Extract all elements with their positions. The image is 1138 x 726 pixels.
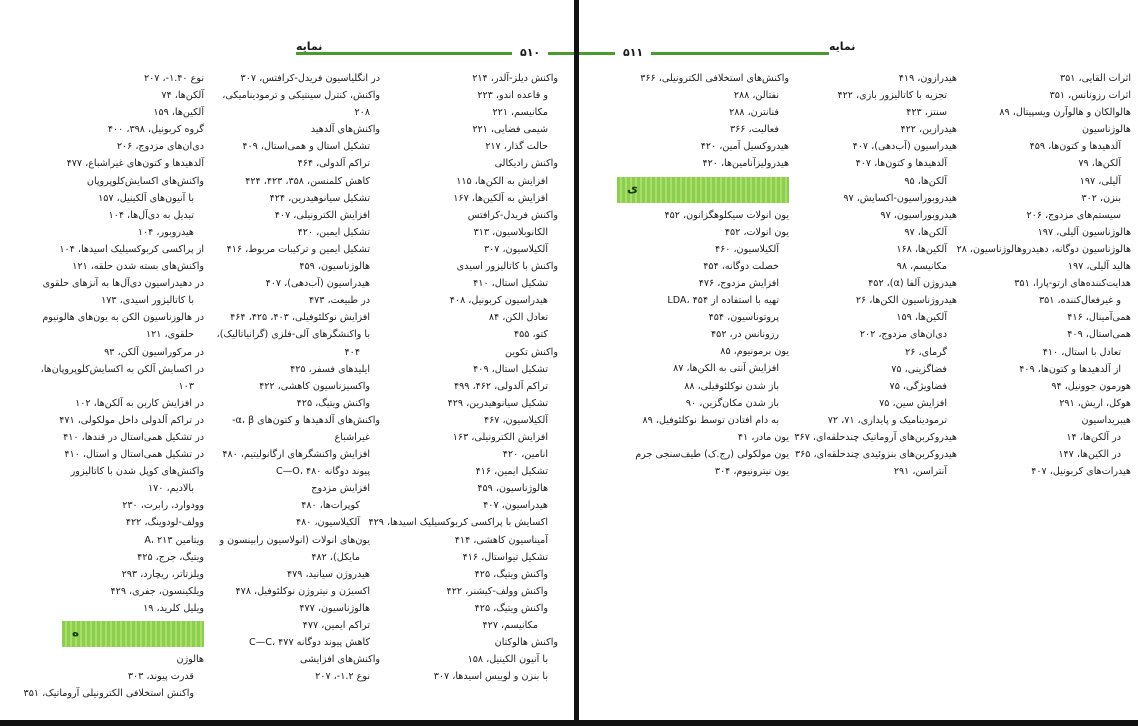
index-subentry: تشکیل سیانوهیدرین، ۴۲۹ bbox=[447, 397, 548, 409]
index-subentry: کاهش پیوند دوگانه C—C، ۴۷۷ bbox=[249, 637, 370, 649]
index-entry: واکنش هالوکتان bbox=[494, 637, 558, 649]
index-entry: در اکسایش آلکن به اکسایش‌کلوپروپان‌ها، bbox=[40, 363, 204, 375]
index-subentry: فنانترن، ۲۸۸ bbox=[729, 107, 779, 119]
index-subentry: تشکیل تیواستال، ۴۱۶ bbox=[462, 551, 548, 563]
index-column-3 bbox=[368, 70, 558, 685]
index-entry: هیدرات‌های کربونیل، ۴۰۷ bbox=[1031, 466, 1131, 478]
index-subentry: باز شدن نوکلئوفیلی، ۸۸ bbox=[684, 380, 779, 392]
index-entry: در انگلیاسیون فریدل-کرافتس، ۳۰۷ bbox=[240, 73, 380, 84]
index-entry: واکنش‌های افزایشی bbox=[300, 654, 380, 666]
index-subentry: تجزیه با کاتالیزور بازی، ۴۲۲ bbox=[837, 90, 947, 102]
index-subentry: آمیناسیون کاهشی، ۴۱۴ bbox=[454, 534, 548, 546]
index-subentry: تشکیل استال و همی‌استال، ۴۰۹ bbox=[242, 141, 370, 153]
index-subentry: بالادیم، ۱۷۰ bbox=[147, 483, 194, 495]
index-subentry: آلکن‌ها، ۹۷ bbox=[904, 226, 947, 238]
index-subentry: فعالیت، ۳۶۶ bbox=[730, 124, 779, 136]
index-entry: واکنش‌های آلدهید bbox=[310, 124, 380, 136]
index-entry: هورمون جوونیل، ۹۴ bbox=[1051, 380, 1131, 392]
index-subentry: افزایش آنتی به الکن‌ها، ۸۷ bbox=[673, 363, 779, 375]
index-entry: همی‌استال، ۴۰۹ bbox=[1067, 329, 1131, 341]
index-entry: ویتیگ، جرج، ۴۲۵ bbox=[137, 551, 204, 563]
index-subentry: واکنش وولف-کیشنر، ۴۲۲ bbox=[446, 585, 548, 597]
index-column-3 bbox=[956, 70, 1131, 480]
index-subentry: سنتز، ۴۲۳ bbox=[906, 107, 947, 119]
index-entry: ویلزتاتر، ریچارد، ۲۹۳ bbox=[121, 568, 204, 580]
index-subentry: ایلیدهای فسفر، ۴۲۵ bbox=[290, 363, 370, 375]
index-subentry: خصلت دوگانه، ۴۵۴ bbox=[703, 260, 779, 272]
section-letter: ی bbox=[627, 180, 638, 195]
index-subentry: انامین، ۴۲۰ bbox=[502, 449, 548, 461]
index-entry: آلکین‌ها، ۱۵۹ bbox=[153, 107, 204, 119]
index-entry: در تراکم آلدولی داخل مولکولی، ۴۷۱ bbox=[59, 414, 204, 426]
index-subentry: آلکیلاسیون، ۳۰۷ bbox=[483, 243, 548, 255]
index-subentry: افزایش واکنشگرهای ارگانولیتیم، ۴۸۰ bbox=[222, 449, 370, 461]
index-subentry: واکنش ویتیگ، ۴۲۵ bbox=[296, 397, 370, 409]
index-entry: یون مادر، ۴۱ bbox=[737, 431, 789, 443]
index-subentry: مکانیسم، ۲۲۱ bbox=[492, 107, 548, 119]
index-subentry: غیراشباع bbox=[334, 431, 370, 443]
index-entry: هیدروکسیل آمین، ۴۲۰ bbox=[700, 141, 789, 153]
index-subentry: تشکیل ایمین، ۴۲۰ bbox=[297, 226, 370, 238]
index-entry: آلدهیدها و کتون‌های غیراشباع، ۴۷۷ bbox=[66, 158, 204, 170]
index-entry: هالوالکان و هالوآرن ویسپیتال، ۸۹ bbox=[999, 107, 1131, 119]
index-subentry: با کاتالیزور اسیدی، ۱۷۳ bbox=[101, 295, 194, 307]
index-subentry: دی‌ان‌های مزدوج، ۲۰۲ bbox=[859, 329, 947, 341]
index-subentry: افزایش مزدوج bbox=[311, 483, 370, 495]
index-entry: هالوژناسیون bbox=[1081, 124, 1131, 136]
index-subentry: رزونانس در، ۴۵۲ bbox=[711, 329, 779, 341]
index-entry: هالید آلیلی، ۱۹۷ bbox=[1067, 261, 1131, 273]
index-subentry: آلدهیدها و کتون‌ها، ۴۵۹ bbox=[1029, 141, 1121, 153]
index-entry: گروه کربونیل، ۳۹۸، ۴۰۰ bbox=[107, 124, 204, 136]
index-entry: هالوژن bbox=[176, 654, 204, 665]
index-subentry: افزایش الکترونیلی، ۴۰۷ bbox=[274, 209, 370, 221]
index-subentry: اکسایش با پراکسی کربوکسیلیک اسیدها، ۴۲۹ bbox=[368, 517, 548, 529]
index-subentry: تراکم آلدولی، ۴۶۲، ۴۹۹ bbox=[453, 380, 548, 392]
index-column-1 bbox=[617, 70, 789, 480]
index-subentry: با واکنشگرهای آلی-فلزی (گرانیاتالیک)، bbox=[216, 329, 370, 341]
index-subentry: افزایش مزدوج، ۴۷۶ bbox=[698, 277, 779, 289]
index-entry: در تشکیل همی‌استال در قندها، ۴۱۰ bbox=[63, 431, 204, 443]
index-entry: ویلیل کلرید، ۱۹ bbox=[143, 602, 204, 614]
index-entry: هیدروبوراسیون، ۹۷ bbox=[880, 209, 957, 221]
index-subentry: هیدراسیون (آب‌دهی)، ۴۰۷ bbox=[265, 278, 370, 290]
index-subentry: مکانیسم، ۴۲۷ bbox=[482, 620, 538, 631]
index-entry: یون انولات، ۴۵۲ bbox=[724, 226, 789, 238]
running-header-title: نمایه bbox=[296, 40, 323, 53]
index-subentry: تعادل الکن، ۸۴ bbox=[488, 312, 548, 324]
index-entry: هیبریداسیون bbox=[1081, 414, 1131, 426]
index-entry: ویتامین A، ۲۱۳ bbox=[144, 534, 204, 546]
index-subentry: سیستم‌های مزدوج، ۲۰۶ bbox=[1026, 209, 1121, 221]
index-subentry: هالوژناسیون، ۴۵۹ bbox=[299, 261, 370, 273]
index-subentry: تعادل با استال، ۴۱۰ bbox=[1042, 346, 1121, 358]
running-header-title: نمایه bbox=[829, 40, 856, 53]
index-entry: نوع ۱.۴۰-، ۲۰۷ bbox=[144, 73, 204, 84]
index-subentry: فضاگزینی، ۷۵ bbox=[891, 363, 947, 375]
index-subentry: پیوند دوگانه C—O، ۴۸۰ bbox=[276, 466, 370, 478]
index-subentry: آلکین‌ها، ۱۶۸ bbox=[896, 243, 947, 255]
index-subentry: تهیه با استفاده از LDA، ۴۵۴ bbox=[667, 295, 779, 307]
index-entry: واکنش با کاتالیزور اسیدی bbox=[456, 261, 558, 273]
index-subentry: آنتراسن، ۲۹۱ bbox=[893, 466, 947, 478]
index-entry: هیدروبوراسیون-اکسایش، ۹۷ bbox=[843, 192, 957, 204]
index-entry: هیدرولیزآنامین‌ها، ۴۲۰ bbox=[702, 158, 789, 170]
index-column-2 bbox=[793, 70, 957, 480]
index-entry: یون انولات سیکلوهگزانون، ۴۵۲ bbox=[664, 209, 789, 221]
index-subentry: آلکیلاسیون، ۴۶۰ bbox=[714, 243, 779, 255]
index-subentry: تشکیل استال، ۴۱۰ bbox=[473, 278, 548, 290]
index-subentry: در طبیعت، ۴۷۳ bbox=[308, 295, 370, 307]
index-entry: واکنش فریدل-کرافتس bbox=[467, 209, 558, 221]
index-subentry: ۱۰۳ bbox=[178, 380, 194, 392]
index-entry: در تشکیل همی‌استال و استال، ۴۱۰ bbox=[64, 449, 204, 461]
index-entry: در دهیدراسیون دی‌آل‌ها به آنزهای حلقوی bbox=[42, 278, 204, 290]
index-entry: واکنش‌های بسته شدن حلقه، ۱۲۱ bbox=[72, 261, 204, 273]
index-subentry: حلقوی، ۱۲۱ bbox=[145, 329, 194, 341]
index-subentry: تراکم ایمین، ۴۷۷ bbox=[302, 620, 370, 631]
index-entry: واکنش رادیکالی bbox=[494, 158, 558, 170]
index-subentry: تشکیل ایمین، ۴۱۶ bbox=[475, 466, 548, 478]
index-entry: هالوژناسیون دوگانه، دهیدروهالوژناسیون، ۲۸ bbox=[956, 243, 1131, 255]
index-subentry: آلکیلاسیون، ۴۸۰ bbox=[295, 517, 360, 529]
index-entry: هدایت‌کننده‌های ارتو-پارا، ۳۵۱ bbox=[1014, 278, 1131, 290]
index-subentry: پروتوناسیون، ۴۵۴ bbox=[708, 312, 779, 324]
index-subentry: کتو، ۴۵۵ bbox=[513, 329, 548, 341]
index-entry: هیدروژن آلفا (α)، ۴۵۲ bbox=[868, 278, 957, 290]
scan-border bbox=[0, 720, 1138, 726]
index-subentry: کاهش کلمنسن، ۳۵۸، ۴۲۳، ۴۲۴ bbox=[245, 175, 370, 187]
index-entry: واکنش‌های کوپل شدن با کاتالیزور bbox=[70, 466, 204, 478]
index-entry: واکنش دیلز-آلدر، ۲۱۴ bbox=[472, 73, 558, 84]
index-subentry: واکنش ویتیگ، ۴۲۵ bbox=[474, 602, 548, 614]
index-subentry: هیدروبور، ۱۰۴ bbox=[137, 226, 194, 238]
index-subentry: و قاعده اندو، ۲۲۳ bbox=[477, 90, 548, 102]
index-subentry: ترمودینامیک و پایداری، ۷۱، ۷۲ bbox=[827, 414, 947, 426]
index-entry: یون نیترونیوم، ۳۰۴ bbox=[714, 465, 789, 477]
index-subentry: باز شدن مکان‌گزین، ۹۰ bbox=[685, 397, 779, 409]
index-subentry: فضاویژگی، ۷۵ bbox=[889, 380, 947, 392]
index-subentry: تشکیل ایمین و ترکیبات مربوط، ۴۱۶ bbox=[226, 243, 370, 255]
page-number: ۵۱۱ bbox=[615, 46, 651, 59]
index-subentry: هیدروژن سیانید، ۴۷۹ bbox=[286, 568, 370, 580]
index-subentry: هالوژناسیون، ۴۵۹ bbox=[477, 483, 548, 495]
index-subentry: گرمای، ۲۶ bbox=[905, 346, 947, 358]
index-subentry: ۴۰۴ bbox=[344, 346, 360, 358]
index-subentry: و غیرفعال‌کننده، ۳۵۱ bbox=[1038, 295, 1121, 307]
index-entry: هیدراسیون (آب‌دهی)، ۴۰۷ bbox=[852, 141, 957, 153]
index-subentry: شیمی فضایی، ۲۲۱ bbox=[472, 124, 548, 136]
index-entry: دی‌ان‌های مزدوج، ۲۰۶ bbox=[116, 141, 204, 153]
index-entry: واکنش، کنترل سینتیکی و ترمودینامیکی، bbox=[222, 90, 380, 102]
index-subentry: آلیلی، ۱۹۷ bbox=[1079, 175, 1121, 187]
index-subentry: کوپرات‌ها، ۴۸۰ bbox=[301, 500, 360, 512]
index-entry: اثرات رزونانس، ۳۵۱ bbox=[1049, 90, 1131, 102]
index-subentry: نوع ۱.۲-، ۲۰۷ bbox=[315, 671, 370, 683]
index-subentry: به دام افتادن توسط نوکلئوفیل، ۸۹ bbox=[642, 414, 779, 426]
section-letter: ه bbox=[72, 625, 80, 639]
index-subentry: آلکین‌ها، ۱۵۹ bbox=[896, 312, 947, 324]
index-subentry: تشکیل استال، ۴۰۹ bbox=[473, 363, 548, 375]
index-entry: وولف-لودوینگ، ۴۲۲ bbox=[125, 517, 204, 529]
index-subentry: از آلدهیدها و کتون‌ها، ۴۰۹ bbox=[1019, 363, 1121, 375]
index-subentry: هیدراسیون، ۴۰۷ bbox=[483, 500, 548, 512]
index-entry: همی‌آمینال، ۴۱۶ bbox=[1067, 312, 1131, 324]
index-subentry: با بنزن و لوییس اسیدها، ۳۰۷ bbox=[433, 671, 548, 683]
index-subentry: در آلکن‌ها، ۱۴ bbox=[1066, 431, 1121, 443]
index-column-1 bbox=[23, 70, 204, 702]
index-subentry: واکسیزناسیون کاهشی، ۴۲۲ bbox=[259, 380, 370, 392]
index-entry: اثرات القایی، ۳۵۱ bbox=[1059, 73, 1131, 84]
index-subentry: تراکم آلدولی، ۴۶۴ bbox=[297, 158, 370, 170]
index-entry: ویلکینسون، جفری، ۴۲۹ bbox=[110, 585, 204, 597]
index-subentry: افزایش نوکلئوفیلی، ۴۰۳، ۴۲۵، ۴۶۴ bbox=[230, 312, 370, 324]
index-subentry: تبدیل به دی‌آل‌ها، ۱۰۴ bbox=[108, 209, 194, 221]
index-subentry: حالت گذار، ۲۱۷ bbox=[485, 141, 548, 153]
index-subentry: مایکل)، ۴۸۲ bbox=[311, 551, 360, 563]
index-entry: در افزایش کاربن به آلکن‌ها، ۱۰۲ bbox=[75, 397, 204, 409]
index-entry: واکنش‌های آلدهیدها و کتون‌های α، β- bbox=[232, 414, 380, 426]
index-entry: هیدروژناسیون الکن‌ها، ۲۶ bbox=[855, 295, 957, 307]
index-entry: در مرکوراسیون آلکن، ۹۳ bbox=[104, 346, 204, 358]
index-subentry: ۲۰۸ bbox=[354, 107, 370, 119]
index-entry: واکنش‌های استخلافی الکترونیلی، ۳۶۶ bbox=[640, 73, 789, 84]
index-subentry: واکنش ویتیگ، ۴۲۵ bbox=[474, 568, 548, 580]
index-subentry: افزایش به الکن‌ها، ۱۱۵ bbox=[456, 175, 548, 187]
index-entry: هالوژناسیون آلیلی، ۱۹۷ bbox=[1037, 226, 1131, 238]
section-letter-band bbox=[62, 621, 204, 647]
index-entry: هیدرازون، ۴۱۹ bbox=[898, 73, 957, 84]
index-subentry: آلدهیدها و کتون‌ها، ۴۰۷ bbox=[855, 158, 947, 170]
index-entry: از پراکسی کربوکسیلیک اسیدها، ۱۰۴ bbox=[59, 243, 204, 255]
index-subentry: تشکیل سیانوهیدرین، ۴۲۴ bbox=[269, 192, 370, 204]
index-subentry: افزایش به آلکین‌ها، ۱۶۷ bbox=[453, 192, 548, 204]
index-subentry: بنزن، ۳۰۲ bbox=[1081, 192, 1121, 204]
index-subentry: با آنیون الکینیل، ۱۵۸ bbox=[467, 654, 548, 666]
index-subentry: مکانیسم، ۹۸ bbox=[896, 261, 947, 273]
index-entry: آلکن‌ها، ۷۴ bbox=[161, 90, 204, 102]
index-entry: یون برمونیوم، ۸۵ bbox=[720, 346, 789, 358]
index-subentry: آلکیلاسیون، ۴۶۷ bbox=[483, 414, 548, 426]
index-entry: هیدرازین، ۴۲۲ bbox=[900, 124, 957, 136]
index-subentry: اکسیژن و نیتروژن نوکلئوفیل، ۴۷۸ bbox=[235, 585, 370, 597]
page-number: ۵۱۰ bbox=[512, 46, 548, 59]
index-subentry: یون‌های انولات (انولاسیون رابینسون و bbox=[219, 534, 370, 546]
index-subentry: افزایش الکترونیلی، ۱۶۳ bbox=[452, 431, 548, 443]
index-entry: یون مولکولی (رج.ک) طیف‌سنجی جرم bbox=[635, 448, 789, 460]
index-entry: هوکل، اریش، ۲۹۱ bbox=[1059, 397, 1131, 409]
index-column-2 bbox=[214, 70, 380, 685]
index-entry: واکنش تکوین bbox=[505, 346, 558, 358]
right-page bbox=[579, 0, 1138, 720]
index-entry: هیدروکربن‌های بنزوئیدی چندحلقه‌ای، ۳۶۵ bbox=[794, 449, 957, 461]
index-entry: در هالوزناسیون الکن به یون‌های هالونیوم bbox=[42, 312, 204, 324]
index-subentry: آلکن‌ها، ۹۵ bbox=[904, 175, 947, 187]
index-subentry: واکنش استخلافی الکترونیلی آروماتیک، ۳۵۱ bbox=[23, 688, 194, 700]
section-letter-band bbox=[617, 177, 789, 203]
index-entry: هیدروکربن‌های آروماتیک چندحلقه‌ای، ۳۶۷ bbox=[794, 431, 957, 443]
index-subentry: افزایش سین، ۷۵ bbox=[879, 397, 947, 409]
index-entry: وودوارد، رابرت، ۲۳۰ bbox=[122, 500, 204, 512]
index-subentry: الکانوبلاسیون، ۳۱۳ bbox=[473, 226, 548, 238]
index-subentry: هیدراسیون کربونیل، ۴۰۸ bbox=[449, 295, 548, 307]
index-subentry: نفتالن، ۲۸۸ bbox=[733, 90, 779, 102]
index-subentry: با آنیون‌های آلکینیل، ۱۵۷ bbox=[98, 192, 194, 204]
index-entry: واکنش‌های اکسایش‌کلوپروپان bbox=[86, 175, 204, 187]
index-subentry: آلکن‌ها، ۷۹ bbox=[1078, 158, 1121, 170]
index-subentry: در الکین‌ها، ۱۴۷ bbox=[1058, 449, 1121, 461]
index-subentry: قدرت پیوند، ۳۰۳ bbox=[127, 671, 194, 683]
index-subentry: هالوژناسیون، ۴۷۷ bbox=[299, 602, 370, 614]
